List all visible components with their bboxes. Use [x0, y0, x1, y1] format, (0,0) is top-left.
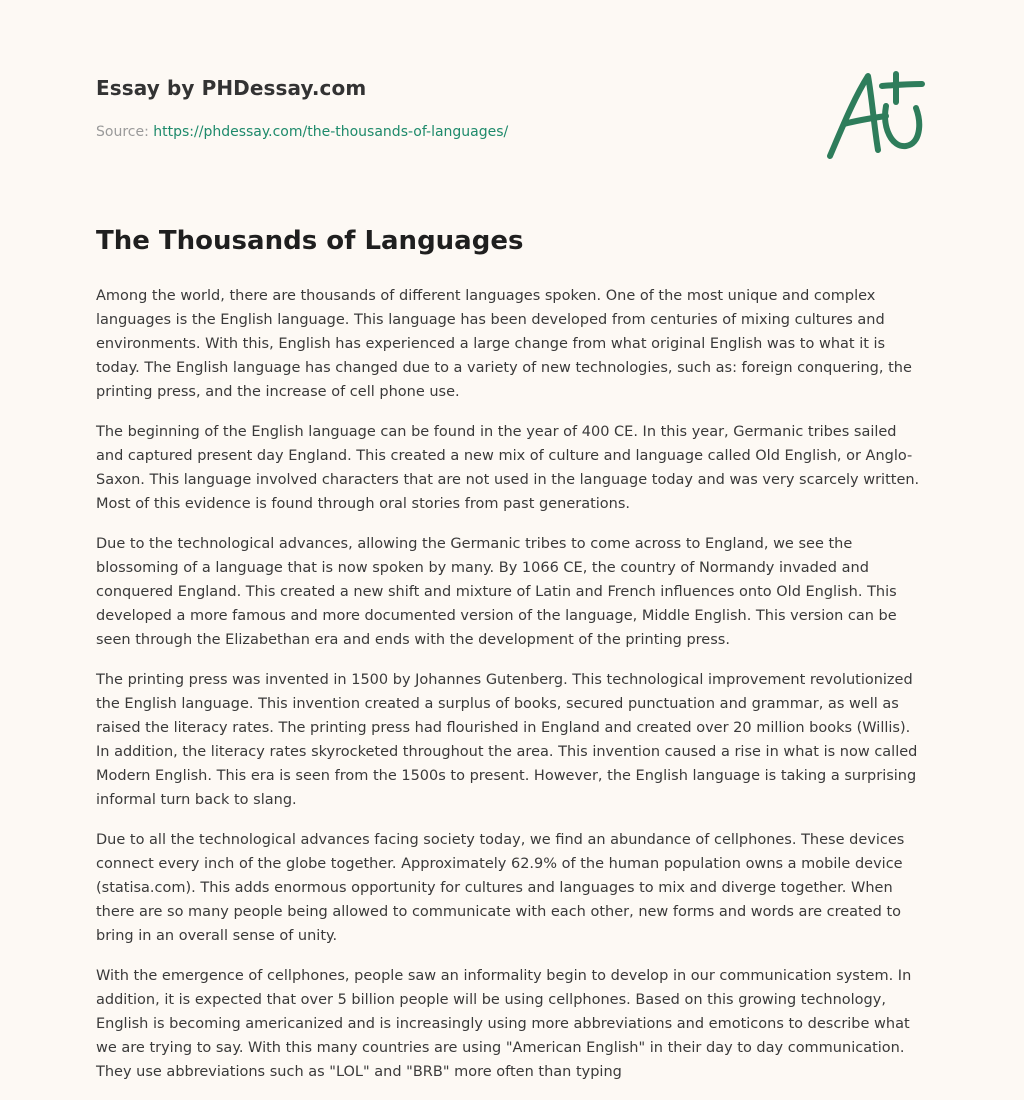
essay-paragraph: Among the world, there are thousands of different languages spoken. One of the most unique and complex languages is the English language. This language has been developed from centuries of mixing cultures and environments. With this, English has experienced a large change from what original English was to what it is today. The English language has changed due to a variety of new technologies, such as: foreign conquering, the printing press, and the increase of cell phone use. — [96, 288, 912, 400]
essay-title: The Thousands of Languages — [96, 226, 524, 256]
essay-paragraph: Due to all the technological advances facing society today, we find an abundance of cellphones. These devices connect every inch of the globe together. Approximately 62.9% of the human population owns a mobile device (statisa.com). This adds enormous opportunity for cultures and languages to mix and diverge together. When there are so many people being allowed to communicate with each other, new forms and words are created to bring in an overall sense of unity. — [96, 832, 905, 944]
source-label: Source: — [96, 124, 149, 140]
page-header — [96, 72, 926, 172]
essay-paragraph: Due to the technological advances, allowing the Germanic tribes to come across to England, we see the blossoming of a language that is now spoken by many. By 1066 CE, the country of Normandy invaded and conquered England. This created a new shift and mixture of Latin and French influences onto Old English. This developed a more famous and more documented version of the language, Middle English. This version can be seen through the Elizabethan era and ends with the development of the printing press. — [96, 536, 897, 648]
site-title: Essay by PHDessay.com — [96, 76, 367, 100]
essay-body — [96, 284, 926, 1100]
essay-paragraph: The printing press was invented in 1500 by Johannes Gutenberg. This technological improvement revolutionized the English language. This invention created a surplus of books, secured punctuation and grammar, as well as raised the literacy rates. The printing press had flourished in England and created over 20 million books (Willis). In addition, the literacy rates skyrocketed throughout the area. This invention caused a rise in what is now called Modern English. This era is seen from the 1500s to present. However, the English language is taking a surprising informal turn back to slang. — [96, 672, 918, 808]
source-link[interactable]: https://phdessay.com/the-thousands-of-languages/ — [153, 124, 509, 140]
a-plus-logo-icon — [824, 68, 928, 164]
essay-paragraph: With the emergence of cellphones, people saw an informality begin to develop in our communication system. In addition, it is expected that over 5 billion people will be using cellphones. Based on this growing technology, English is becoming americanized and is increasingly using more abbreviations and emoticons to describe what we are trying to say. With this many countries are using "American English" in their day to day communication. They use abbreviations such as "LOL" and "BRB" more often than typing — [96, 968, 912, 1080]
essay-paragraph: The beginning of the English language can be found in the year of 400 CE. In this year, Germanic tribes sailed and captured present day England. This created a new mix of culture and language called Old English, or Anglo-Saxon. This language involved characters that are not used in the language today and was very scarcely written. Most of this evidence is found through oral stories from past generations. — [96, 424, 920, 512]
source-line — [96, 124, 508, 140]
